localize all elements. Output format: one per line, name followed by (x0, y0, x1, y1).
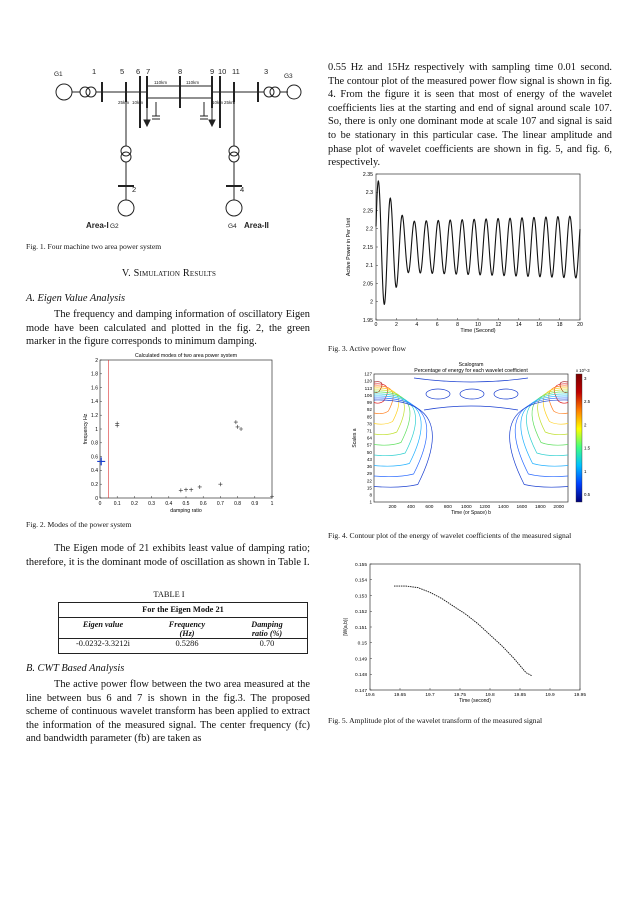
bus-label: 5 (120, 67, 125, 76)
y-axis-label: Active Power in Per Unit (346, 217, 352, 277)
area-label: Area-II (244, 221, 269, 230)
bus-label: 10 (218, 67, 227, 76)
x-tick-label: 0.3 (148, 501, 156, 507)
table-cell: 0.70 (259, 639, 275, 648)
paragraph-a: The frequency and damping information of oscillatory Eigen mode have been calculated and plotted in the fig. 2, the green marker in the figure corresponds to minimum damping. (26, 309, 310, 348)
y-tick-label: 0.15 (357, 641, 367, 647)
x-tick-label: 2 (394, 322, 398, 328)
y-tick-label: 127 (364, 371, 372, 377)
x-tick-label: 14 (515, 322, 522, 328)
y-tick-label: 2.05 (362, 281, 373, 288)
y-tick-label: 1.95 (362, 317, 373, 324)
subsection-a-title: A. Eigen Value Analysis (26, 293, 126, 304)
colorbar-tick-label: 1 (584, 468, 587, 474)
y-tick-label: 113 (364, 385, 372, 391)
gen-label: G3 (284, 73, 293, 80)
paragraph-b: The active power flow between the two area measured at the line between bus 6 and 7 is shown in the fig.3. The proposed scheme of continuous wavelet transform has been applied to extract the information of the measured signal. The center frequency (fc) and bandwidth parameter (fb) are taken as (26, 679, 310, 745)
y-tick-label: 8 (369, 492, 372, 498)
y-tick-label: 106 (364, 392, 372, 398)
y-tick-label: 1 (95, 426, 98, 433)
x-tick-label: 1600 (516, 505, 528, 510)
table-cell: 0.5286 (175, 639, 199, 648)
bus-label: 4 (240, 185, 245, 194)
y-tick-label: 2.2 (365, 226, 373, 233)
y-tick-label: 2.1 (365, 263, 373, 270)
gen-label: G4 (228, 223, 237, 230)
x-tick-label: 0.6 (199, 501, 207, 507)
fig3-caption: Fig. 3. Active power flow (328, 344, 407, 353)
plot-frame (370, 564, 580, 690)
x-tick-label: 0.4 (165, 501, 173, 507)
x-tick-label: 1200 (479, 505, 491, 510)
y-tick-label: 0.152 (354, 610, 367, 616)
y-tick-label: 71 (366, 428, 372, 434)
y-tick-label: 1.6 (91, 385, 98, 392)
x-tick-label: 0.7 (216, 501, 224, 507)
bus-label: 6 (136, 67, 141, 76)
y-tick-label: 1 (369, 499, 372, 505)
y-tick-label: 2 (95, 357, 98, 364)
y-tick-label: 78 (366, 421, 372, 427)
x-tick-label: 4 (415, 322, 419, 328)
y-tick-label: 0.2 (91, 482, 98, 488)
y-tick-label: 0.4 (91, 468, 98, 475)
x-tick-label: 1800 (534, 505, 546, 510)
x-tick-label: 19.7 (425, 693, 435, 698)
y-tick-label: 0.154 (354, 578, 367, 584)
y-tick-label: 2 (370, 299, 373, 306)
x-axis-label: damping ratio (170, 508, 202, 514)
y-tick-label: 0.8 (91, 440, 98, 447)
y-tick-label: 2.3 (365, 190, 373, 197)
x-tick-label: 19.6 (365, 693, 375, 698)
y-tick-label: 2.15 (362, 244, 373, 251)
x-axis-label: Time (Second) (460, 328, 496, 334)
x-tick-label: 8 (456, 322, 460, 328)
col-frequency-unit: (Hz) (179, 629, 195, 638)
line-label: 110km (154, 80, 168, 85)
colorbar-tick-label: 3 (584, 376, 587, 381)
y-tick-label: 0.151 (354, 625, 367, 631)
y-tick-label: 22 (366, 478, 372, 484)
y-tick-label: 1.4 (91, 399, 98, 406)
col-damping-unit: ratio (%) (251, 629, 283, 638)
x-tick-label: 19.95 (573, 693, 587, 698)
x-tick-label: 600 (425, 505, 434, 510)
x-tick-label: 20 (577, 322, 583, 328)
x-tick-label: 0.9 (251, 501, 259, 507)
line-label: 25km (118, 100, 130, 105)
y-tick-label: 0.148 (354, 673, 367, 679)
fig4-caption: Fig. 4. Contour plot of the energy of wavelet coefficients of the measured signal (328, 531, 572, 540)
y-tick-label: 0.149 (354, 657, 367, 663)
y-tick-label: 43 (366, 456, 372, 462)
y-tick-label: 29 (366, 471, 372, 477)
line-label: 110km (186, 80, 200, 85)
fig5-amplitude-chart (340, 560, 590, 708)
x-tick-label: 1400 (497, 505, 509, 510)
fig1-power-system-diagram (52, 62, 302, 238)
bus-label: 1 (92, 67, 97, 76)
x-tick-label: 800 (443, 505, 452, 510)
y-tick-label: 0.155 (354, 562, 367, 568)
x-tick-label: 19.75 (453, 693, 467, 698)
y-tick-label: 120 (364, 378, 372, 384)
y-tick-label: 15 (366, 485, 372, 491)
gen-label: G2 (110, 223, 119, 230)
chart-title: Calculated modes of two area power system (134, 353, 238, 359)
y-axis-label: Scales a (352, 428, 358, 448)
colorbar-tick-label: 2.5 (584, 399, 591, 405)
table-header: For the Eigen Mode 21 (142, 605, 224, 614)
x-tick-label: 200 (388, 505, 397, 510)
x-tick-label: 2000 (553, 505, 565, 510)
line-label: 10km (212, 100, 224, 105)
x-tick-label: 0.1 (113, 501, 121, 507)
gen-label: G1 (54, 71, 63, 78)
x-axis-label: Time (second) (459, 698, 491, 704)
chart-subtitle: Percentage of energy for each wavelet coefficient (414, 368, 528, 374)
x-tick-label: 19.85 (513, 693, 527, 698)
x-tick-label: 6 (435, 322, 439, 328)
x-tick-label: 0.5 (182, 501, 190, 507)
x-tick-label: 19.9 (545, 693, 555, 698)
line-label: 25km (224, 100, 236, 105)
y-tick-label: 99 (366, 400, 372, 406)
chart-title: Scalogram (458, 362, 484, 368)
col-eigen-value: Eigen value (82, 620, 124, 629)
y-tick-label: 57 (366, 442, 372, 448)
fig5-caption: Fig. 5. Amplitude plot of the wavelet transform of the measured signal (328, 716, 543, 725)
x-tick-label: 0.2 (130, 501, 138, 507)
fig3-active-power-chart (340, 168, 590, 338)
y-tick-label: 50 (366, 449, 372, 455)
x-tick-label: 16 (536, 322, 543, 328)
x-tick-label: 18 (556, 322, 563, 328)
colorbar-tick-label: 0.5 (584, 492, 591, 497)
fig2-modes-chart (84, 350, 280, 515)
col-damping: Damping (251, 620, 283, 629)
x-tick-label: 19.65 (393, 693, 407, 698)
x-tick-label: 19.8 (485, 693, 495, 698)
x-tick-label: 0 (374, 322, 378, 328)
colorbar-tick-label: 2 (584, 422, 587, 428)
table-cell: -0.0232-3.3212i (76, 639, 130, 648)
y-tick-label: 0 (95, 495, 98, 502)
fig2-caption: Fig. 2. Modes of the power system (26, 520, 132, 529)
area-label: Area-I (86, 221, 109, 230)
table-caption: TABLE I (153, 590, 185, 599)
subsection-b-title: B. CWT Based Analysis (26, 663, 125, 674)
bus-label: 11 (232, 67, 240, 76)
x-tick-label: 0 (98, 501, 102, 507)
x-axis-label: Time (or Space) b (451, 510, 491, 516)
y-tick-label: 2.35 (362, 171, 373, 178)
y-tick-label: 85 (366, 414, 372, 420)
x-tick-label: 400 (406, 505, 415, 510)
colorbar-exponent: x 10^-3 (576, 368, 590, 373)
y-tick-label: 0.6 (91, 454, 98, 461)
line-label: 10km (132, 100, 144, 105)
right-column-paragraph: 0.55 Hz and 15Hz respectively with sampling time 0.01 second. The contour plot of the measured power flow signal is shown in fig. 4. From the figure it is seen that most of energy of the wavelet coefficients lies at the starting and end of signal around scale 107. So, there is only one dominant mode at scale 107 and signal is said to be stationary in this particular case. The linear amplitude and phase plot of wavelet coefficients are shown in fig. 5, and fig. 6, respectively. (328, 62, 612, 169)
y-axis-label: |W(a,b)| (343, 618, 349, 636)
x-tick-label: 1000 (461, 505, 472, 510)
y-tick-label: 2.25 (362, 208, 373, 215)
bus-label: 7 (146, 67, 151, 76)
x-tick-label: 0.8 (234, 501, 242, 507)
y-axis-label: frequency Hz (83, 413, 89, 445)
y-tick-label: 64 (366, 435, 372, 441)
eigen-table (58, 602, 308, 654)
fig4-scalogram-chart (348, 360, 596, 528)
y-tick-label: 0.153 (354, 594, 367, 600)
bus-label: 3 (264, 67, 269, 76)
y-tick-label: 0.147 (354, 688, 367, 694)
plot-frame (100, 360, 272, 498)
section-title: V. Simulation Results (121, 268, 217, 279)
x-tick-label: 10 (475, 322, 481, 328)
x-tick-label: 1 (270, 501, 274, 507)
x-tick-label: 12 (495, 322, 502, 328)
bus-label: 2 (132, 185, 137, 194)
y-tick-label: 1.2 (91, 413, 98, 419)
y-tick-label: 92 (366, 407, 372, 413)
colorbar (576, 374, 582, 502)
bus-label: 9 (210, 67, 215, 76)
y-tick-label: 1.8 (91, 371, 98, 378)
col-frequency: Frequency (168, 620, 206, 629)
bus-label: 8 (178, 67, 183, 76)
paragraph-a2: The Eigen mode of 21 exhibits least value of damping ratio; therefore, it is the dominant mode of oscillation as shown in Table I. (26, 543, 310, 568)
y-tick-label: 36 (366, 464, 372, 470)
colorbar-tick-label: 1.5 (584, 445, 591, 451)
fig1-caption: Fig. 1. Four machine two area power system (26, 242, 162, 251)
